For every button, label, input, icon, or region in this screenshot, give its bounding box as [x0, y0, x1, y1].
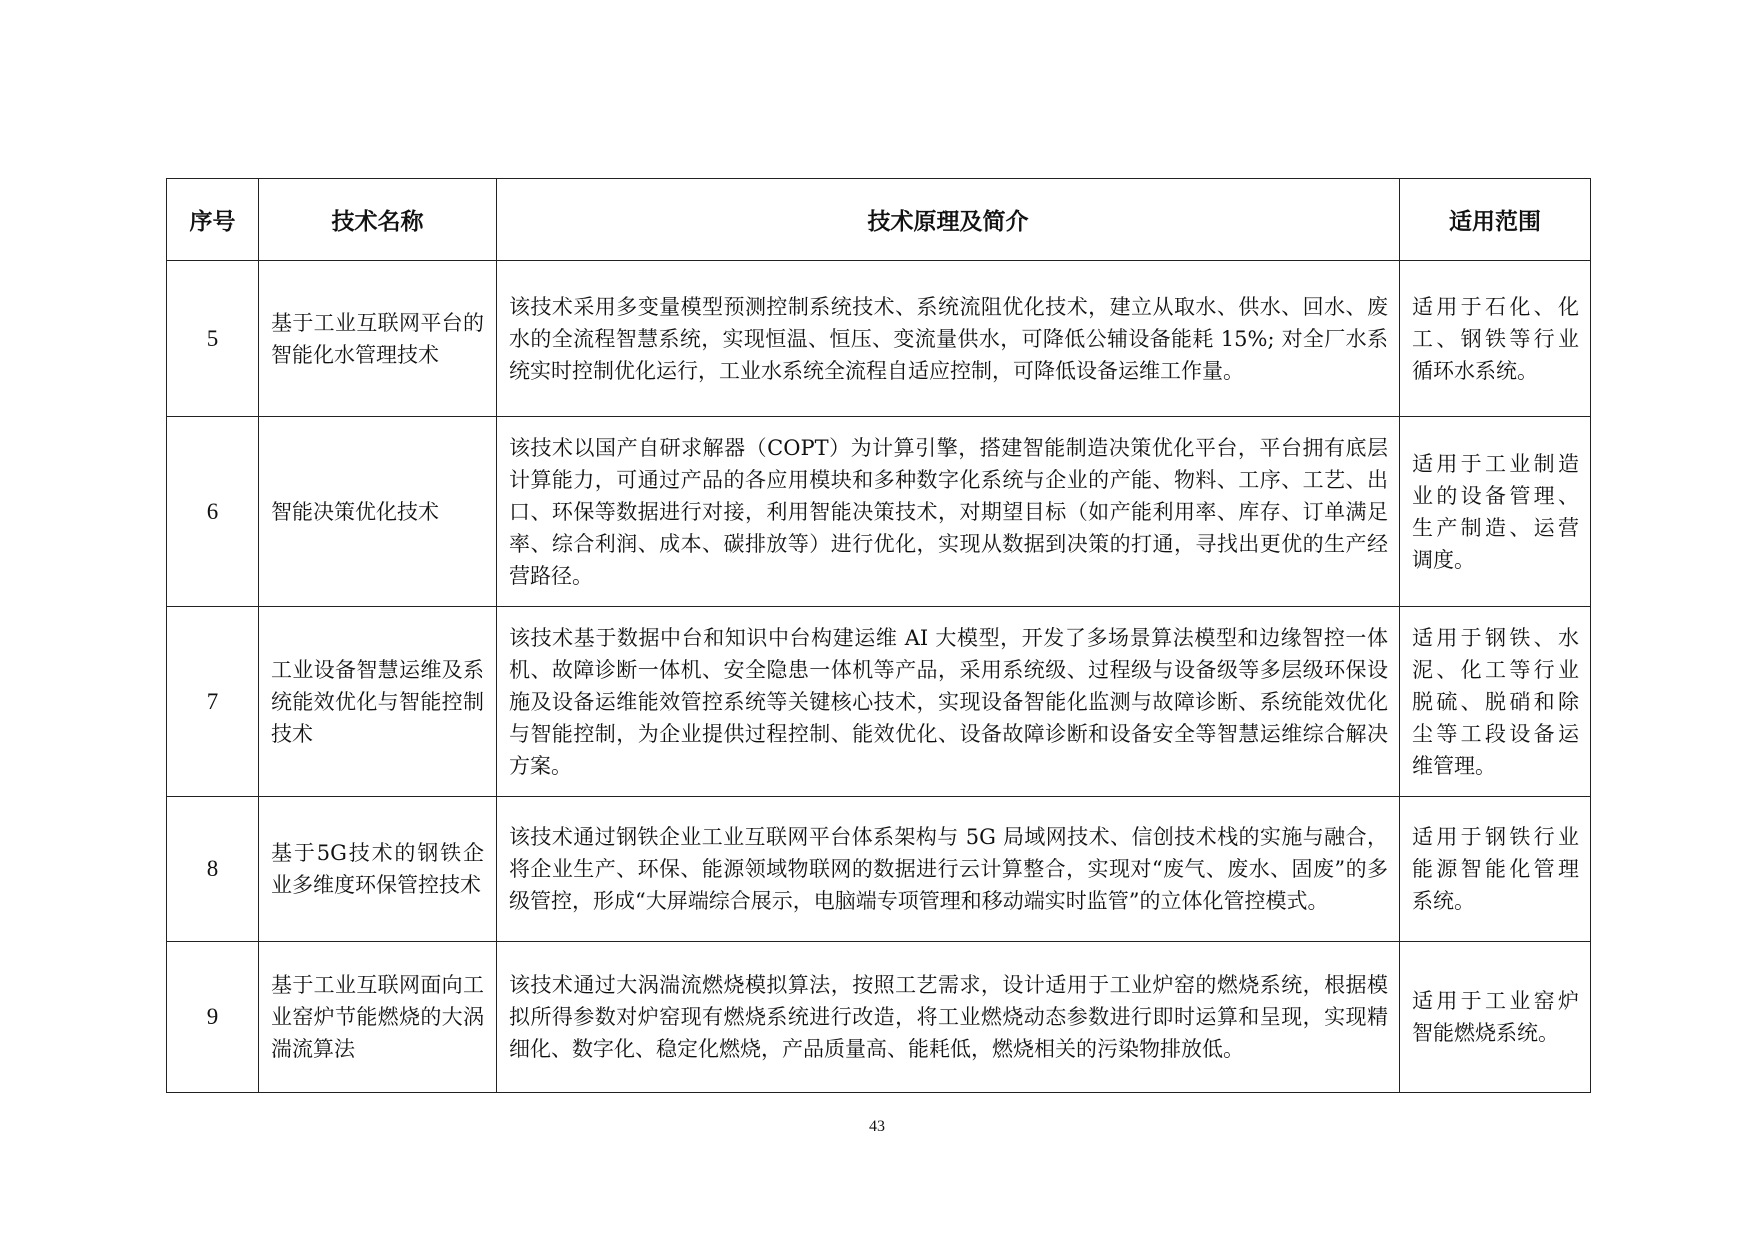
- table-row: [167, 942, 1591, 1093]
- table-row: [167, 417, 1591, 607]
- tech-description: 该技术基于数据中台和知识中台构建运维 AI 大模型，开发了多场景算法模型和边缘智控一体机、故障诊断一体机、安全隐患一体机等产品，采用系统级、过程级与设备级等多层级环保设施及设备运维能效管控系统等关键核心技术，实现设备智能化监测与故障诊断、系统能效优化与智能控制，为企业提供过程控制、能效优化、设备故障诊断和设备安全等智慧运维综合解决方案。: [497, 607, 1400, 797]
- header-no: 序号: [167, 179, 259, 261]
- tech-name: 工业设备智慧运维及系统能效优化与智能控制技术: [259, 607, 497, 797]
- table-row: [167, 261, 1591, 417]
- row-number: 6: [167, 417, 259, 607]
- table-header-row: [167, 179, 1591, 261]
- tech-description: 该技术通过大涡湍流燃烧模拟算法，按照工艺需求，设计适用于工业炉窑的燃烧系统，根据模拟所得参数对炉窑现有燃烧系统进行改造，将工业燃烧动态参数进行即时运算和呈现，实现精细化、数字化、稳定化燃烧，产品质量高、能耗低，燃烧相关的污染物排放低。: [497, 942, 1400, 1093]
- tech-name: 智能决策优化技术: [259, 417, 497, 607]
- table-row: [167, 607, 1591, 797]
- header-application-scope: 适用范围: [1400, 179, 1591, 261]
- row-number: 7: [167, 607, 259, 797]
- application-scope: 适用于工业窑炉智能燃烧系统。: [1400, 942, 1591, 1093]
- application-scope: 适用于钢铁、水泥、化工等行业脱硫、脱硝和除尘等工段设备运维管理。: [1400, 607, 1591, 797]
- technology-table: [166, 178, 1591, 1093]
- header-tech-name: 技术名称: [259, 179, 497, 261]
- page-number: 43: [869, 1118, 885, 1135]
- tech-description: 该技术以国产自研求解器（COPT）为计算引擎，搭建智能制造决策优化平台，平台拥有底层计算能力，可通过产品的各应用模块和多种数字化系统与企业的产能、物料、工序、工艺、出口、环保等数据进行对接，利用智能决策技术，对期望目标（如产能利用率、库存、订单满足率、综合利润、成本、碳排放等）进行优化，实现从数据到决策的打通，寻找出更优的生产经营路径。: [497, 417, 1400, 607]
- tech-name: 基于5G技术的钢铁企业多维度环保管控技术: [259, 797, 497, 942]
- row-number: 5: [167, 261, 259, 417]
- tech-description: 该技术采用多变量模型预测控制系统技术、系统流阻优化技术，建立从取水、供水、回水、废水的全流程智慧系统，实现恒温、恒压、变流量供水，可降低公辅设备能耗 15%; 对全厂水系统实时控制优化运行，工业水系统全流程自适应控制，可降低设备运维工作量。: [497, 261, 1400, 417]
- row-number: 8: [167, 797, 259, 942]
- tech-description: 该技术通过钢铁企业工业互联网平台体系架构与 5G 局域网技术、信创技术栈的实施与融合，将企业生产、环保、能源领域物联网的数据进行云计算整合，实现对“废气、废水、固废”的多级管控，形成“大屏端综合展示，电脑端专项管理和移动端实时监管”的立体化管控模式。: [497, 797, 1400, 942]
- application-scope: 适用于石化、化工、钢铁等行业循环水系统。: [1400, 261, 1591, 417]
- tech-name: 基于工业互联网面向工业窑炉节能燃烧的大涡湍流算法: [259, 942, 497, 1093]
- row-number: 9: [167, 942, 259, 1093]
- application-scope: 适用于钢铁行业能源智能化管理系统。: [1400, 797, 1591, 942]
- table-row: [167, 797, 1591, 942]
- header-tech-description: 技术原理及简介: [497, 179, 1400, 261]
- tech-name: 基于工业互联网平台的智能化水管理技术: [259, 261, 497, 417]
- application-scope: 适用于工业制造业的设备管理、生产制造、运营调度。: [1400, 417, 1591, 607]
